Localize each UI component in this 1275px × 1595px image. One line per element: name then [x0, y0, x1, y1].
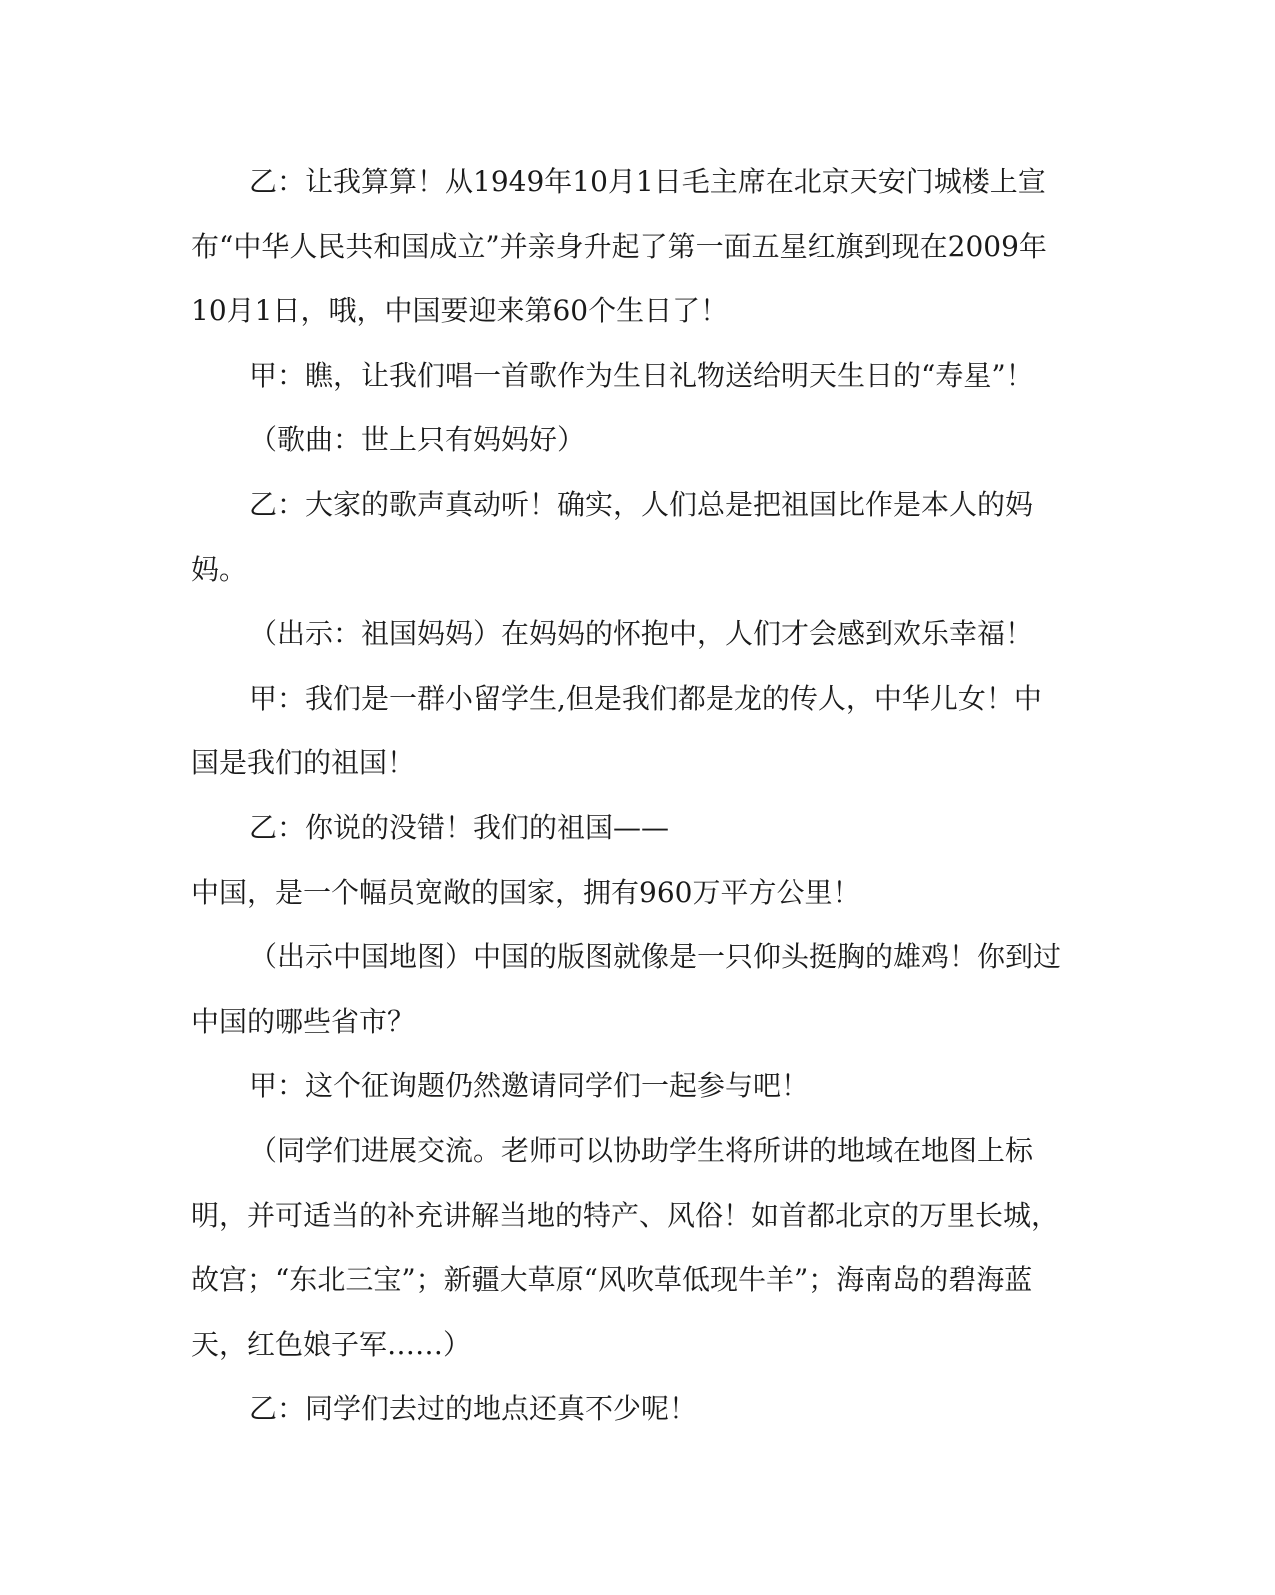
document-body	[191, 150, 1061, 1442]
paragraph-1: 乙：让我算算！从1949年10月1日毛主席在北京天安门城楼上宣布“中华人民共和国成立”并亲身升起了第一面五星红旗到现在2009年10月1日，哦，中国要迎来第60个生日了！	[191, 165, 1047, 328]
paragraph-4: 乙：大家的歌声真动听！确实，人们总是把祖国比作是本人的妈妈。	[191, 487, 1034, 586]
paragraph-2: 甲：瞧，让我们唱一首歌作为生日礼物送给明天生日的“寿星”！	[249, 358, 1034, 392]
paragraph-6: 甲：我们是一群小留学生,但是我们都是龙的传人，中华儿女！中国是我们的祖国！	[191, 681, 1042, 780]
paragraph-5: （出示：祖国妈妈）在妈妈的怀抱中，人们才会感到欢乐幸福！	[249, 617, 1034, 651]
paragraph-7: 乙：你说的没错！我们的祖国——	[249, 810, 670, 844]
paragraph-11: （同学们进展交流。老师可以协助学生将所讲的地域在地图上标明，并可适当的补充讲解当地的特产、风俗！如首都北京的万里长城，故宫；“东北三宝”；新疆大草原“风吹草低现牛羊”；海南岛的碧海蓝天，红色娘子军……）	[191, 1133, 1060, 1361]
paragraph-10: 甲：这个征询题仍然邀请同学们一起参与吧！	[249, 1069, 810, 1103]
paragraph-9: （出示中国地图）中国的版图就像是一只仰头挺胸的雄鸡！你到过中国的哪些省市？	[191, 940, 1062, 1038]
paragraph-12: 乙：同学们去过的地点还真不少呢！	[249, 1392, 698, 1426]
paragraph-8: 中国，是一个幅员宽敞的国家，拥有960万平方公里！	[191, 875, 861, 909]
paragraph-3: （歌曲：世上只有妈妈好）	[249, 423, 586, 457]
